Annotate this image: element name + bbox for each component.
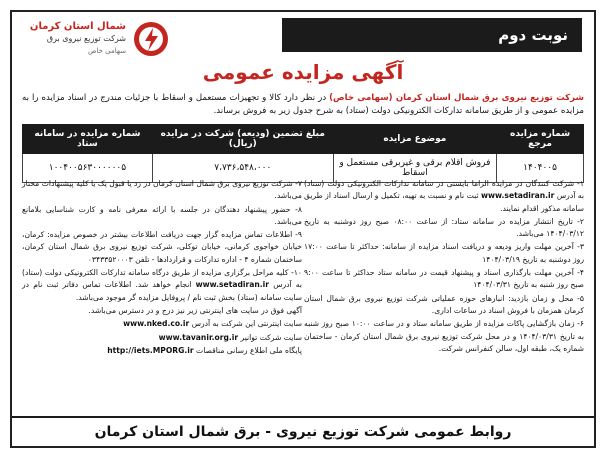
website-item: سایت شرکت توانیر www.tavanir.org.ir [158, 332, 302, 342]
logo-company: شرکت توزیع نیروی برق [46, 34, 126, 43]
website-item: سایت اینترنتی این شرکت به آدرس www.nked.co.ir [123, 319, 302, 329]
logo-tagline: سهامی خاص [88, 47, 126, 55]
setad-link[interactable]: www.setadiran.ir [480, 191, 555, 201]
logo-text [30, 21, 126, 57]
condition-item: ۷- شرکت توزیع نیروی برق شمال استان کرمان در رد یا قبول یک یا کلیه پیشنهادات مختار می‌باشد. [22, 179, 302, 201]
cell-ref-number: ۱۴۰۴۰۰۵ [497, 154, 584, 183]
conditions-right-column [304, 178, 584, 356]
ad-page [10, 10, 596, 448]
websites-intro: آگهی فوق در سایت های اینترنتی زیر نیز درج و در دسترس می‌باشد. [88, 305, 302, 315]
cell-deposit: ۷،۷۳۶،۵۴۸،۰۰۰ [152, 154, 333, 183]
cell-subject: فروش اقلام برقی و غیربرقی مستعمل و اسقاط [333, 154, 496, 183]
cell-setad-number: ۱۰۰۴۰۰۵۶۳۰۰۰۰۰۰۵ [23, 154, 153, 183]
auction-table [22, 124, 584, 183]
intro-org: شرکت توزیع نیروی برق شمال استان کرمان (سهامی خاص) [329, 93, 584, 103]
company-website-link[interactable]: www.nked.co.ir [123, 319, 190, 329]
intro-paragraph [22, 92, 584, 118]
intro-text: در نظر دارد کالا و تجهیزات مستعمل و اسقاط با جزئیات مندرج در اسناد مزایده را به مزایده عمومی و از طریق سامانه تدارکات الکترونیکی دولت (ستاد) به شرح جدول زیر به فروش برساند. [22, 93, 584, 116]
condition-item: ۳- آخرین مهلت واریز ودیعه و دریافت اسناد مزایده از سامانه: حداکثر تا ساعت ۱۷:۰۰ روز دوشنبه به تاریخ ۱۴۰۴/۰۳/۱۹ [304, 242, 584, 264]
condition-item: ۸- حضور پیشنهاد دهندگان در جلسه با ارائه معرفی نامه و کارت شناسایی بلامانع می‌باشد. [22, 204, 302, 226]
ad-title: آگهی مزایده عمومی [202, 60, 404, 84]
tavanir-website-link[interactable]: www.tavanir.org.ir [158, 332, 239, 342]
header-deposit: مبلغ تضمین (ودیعه) شرکت در مزایده (ریال) [152, 125, 333, 154]
website-item: پایگاه ملی اطلاع رسانی مناقصات http://iets.MPORG.ir [107, 345, 302, 355]
condition-item: ۴- آخرین مهلت بارگذاری اسناد و پیشنهاد قیمت در سامانه ستاد حداکثر تا ساعت ۹:۰۰ صبح روز شنبه به تاریخ ۱۴۰۴/۰۳/۳۱ [304, 268, 584, 290]
conditions-left-column [22, 178, 302, 358]
condition-item: ۶- زمان بازگشایی پاکات مزایده از طریق سامانه ستاد و در ساعت ۱۰:۰۰ صبح روز شنبه به تاریخ ۱۴۰۴/۰۳/۳۱ و در محل شرکت توزیع نیروی برق شمال استان کرمان - ساختمان شماره یک، طبقه اول، سالن کنفرانس شرکت. [304, 319, 585, 353]
header-ref-number: شماره مزایده مرجع [497, 125, 584, 154]
second-round-label: نوبت دوم [498, 26, 568, 44]
footer-public-relations: روابط عمومی شرکت توزیع نیروی - برق شمال استان کرمان [12, 416, 594, 446]
condition-item: ۱- شرکت کنندگان در مزایده الزاما بایستی در سامانه تدارکات الکترونیکی دولت (ستاد) به آدرس www.setadiran.ir ثبت نام و نسبت به تهیه، تکمیل و ارسال اسناد از طریق سامانه مذکور اقدام نمایند. [304, 179, 584, 213]
condition-item: ۵- محل و زمان بازدید: انبارهای حوزه عملیاتی شرکت توزیع نیروی برق شمال استان کرمان همزمان با فروش اسناد در ساعات اداری. [304, 293, 584, 315]
header-subject: موضوع مزایده [333, 125, 496, 154]
logo-region: شمال استان کرمان [29, 21, 126, 32]
second-round-banner [282, 18, 582, 52]
company-logo [20, 16, 170, 62]
condition-item: ۲- تاریخ انتشار مزایده در سامانه ستاد: از ساعت ۰۸:۰۰ صبح روز دوشنبه به تاریخ ۱۴۰۴/۰۳/۱۲ می‌باشد. [304, 216, 584, 239]
setad-link[interactable]: www.setadiran.ir [195, 280, 270, 290]
iets-website-link[interactable]: http://iets.MPORG.ir [107, 345, 194, 355]
header-setad-number: شماره مزایده در سامانه ستاد [23, 125, 153, 154]
table-header-row [23, 125, 584, 154]
condition-item: ۹- اطلاعات تماس مزایده گزار جهت دریافت اطلاعات بیشتر در خصوص مزایده: کرمان، خیابان خواجوی کرمانی، خیابان توکلی، شرکت توزیع نیروی برق شمال استان کرمان، ساختمان شماره ۴ - اداره تدارکات و قراردادها - تلفن ۰۳۴۳۳۵۲۰۰۰۳ [22, 230, 302, 264]
condition-item: ۱۰- کلیه مراحل برگزاری مزایده از طریق درگاه سامانه تدارکات الکترونیکی دولت (ستاد) به آدرس www.setadiran.ir انجام خواهد شد. اطلاعات تماس دفاتر ثبت نام در سایت سامانه (ستاد) بخش ثبت نام / پروفایل مزایده گر موجود می‌باشد. [22, 268, 302, 302]
lightning-icon [132, 20, 170, 58]
